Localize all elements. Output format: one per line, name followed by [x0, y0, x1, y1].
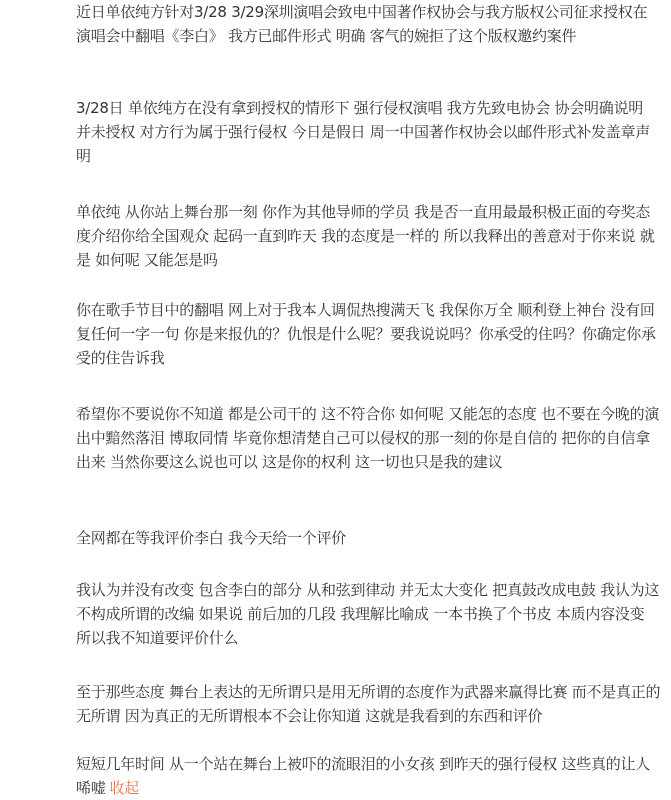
post-paragraph-7: 我认为并没有改变 包含李白的部分 从和弦到律动 并无太大变化 把真鼓改成电鼓 我认为这不构成所谓的改编 如果说 前后加的几段 我理解比喻成 一本书换了个书皮 本质内容没变 所以我不知道要评价什么 [76, 581, 660, 647]
post-paragraph-6: 全网都在等我评价李白 我今天给一个评价 [76, 529, 347, 547]
post-paragraph-2: 3/28日 单依纯方在没有拿到授权的情形下 强行侵权演唱 我方先致电协会 协会明确说明 并未授权 对方行为属于强行侵权 今日是假日 周一中国著作权协会以邮件形式补发盖章声明 [76, 99, 651, 165]
post-paragraph-9-text: 短短几年时间 从一个站在舞台上被吓的流眼泪的小女孩 到昨天的强行侵权 这些真的让人唏嘘 [76, 755, 651, 797]
post-paragraph-3: 单依纯 从你站上舞台那一刻 你作为其他导师的学员 我是否一直用最最积极正面的夸奖态度介绍你给全国观众 起码一直到昨天 我的态度是一样的 所以我释出的善意对于你来说 就是 如何呢 又能怎是吗 [76, 203, 655, 269]
post-paragraph-9 [76, 752, 661, 800]
post-paragraph-4: 你在歌手节目中的翻唱 网上对于我本人调侃热搜满天飞 我保你万全 顺利登上神台 没有回复任何一字一句 你是来报仇的？仇恨是什么呢？要我说说吗？你承受的住吗？你确定你承受的住告诉我 [76, 301, 656, 367]
post-paragraph-5: 希望你不要说你不知道 都是公司干的 这不符合你 如何呢 又能怎的态度 也不要在今晚的演出中黯然落泪 博取同情 毕竟你想清楚自己可以侵权的那一刻的你是自信的 把你的自信拿出来 当然你要这么说也可以 这是你的权利 这一切也只是我的建议 [76, 405, 660, 471]
post-paragraph-8: 至于那些态度 舞台上表达的无所谓只是用无所谓的态度作为武器来赢得比赛 而不是真正的无所谓 因为真正的无所谓根本不会让你知道 这就是我看到的东西和评价 [76, 683, 661, 725]
collapse-link[interactable]: 收起 [109, 779, 140, 797]
post-paragraph-1: 近日单依纯方针对3/28 3/29深圳演唱会致电中国著作权协会与我方版权公司征求授权在演唱会中翻唱《李白》 我方已邮件形式 明确 客气的婉拒了这个版权邀约案件 [76, 3, 648, 45]
